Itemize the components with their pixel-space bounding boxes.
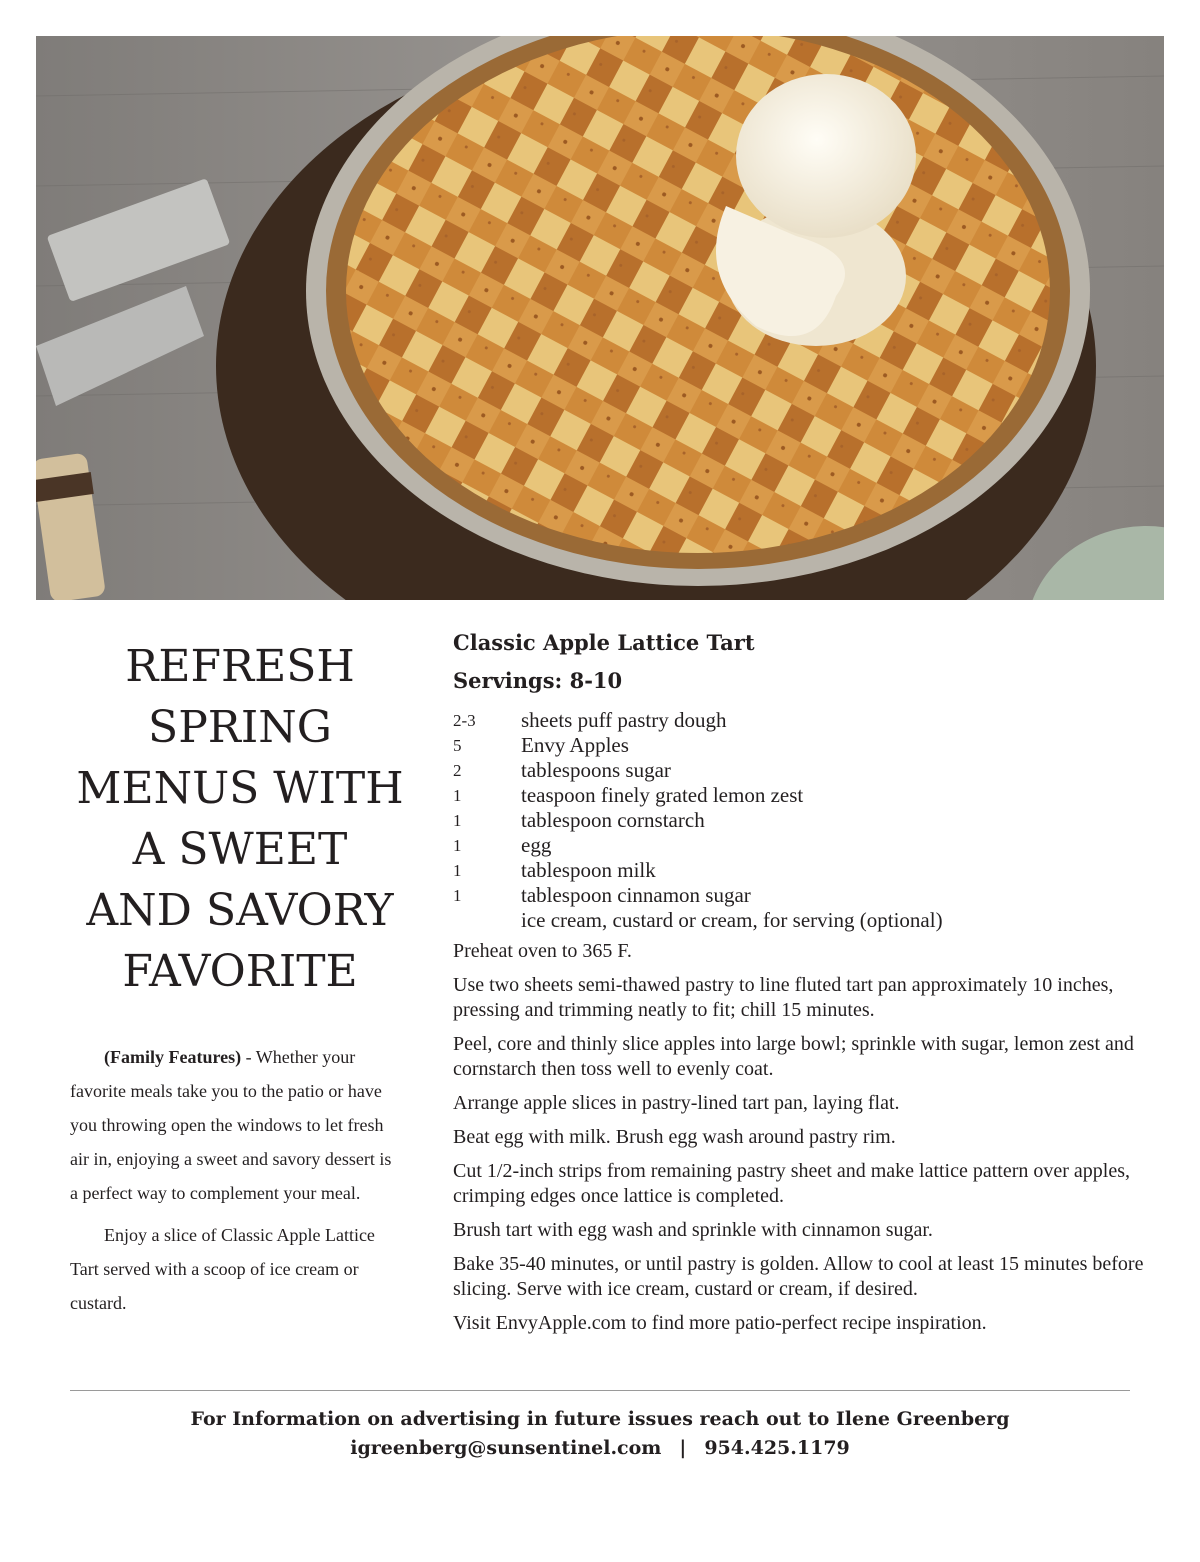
lattice-crust (346, 36, 1050, 553)
headline-line: MENUS WITH (76, 763, 404, 814)
ingredient-item: tablespoons sugar (521, 758, 671, 782)
recipe-step: Beat egg with milk. Brush egg wash around pastry rim. (453, 1126, 896, 1148)
headline-line: REFRESH (125, 641, 355, 692)
contact-phone: 954.425.1179 (704, 1437, 850, 1459)
recipe-steps (453, 939, 1153, 1336)
ingredient-list (453, 708, 1153, 933)
headline-line: A SWEET (132, 824, 348, 875)
ingredient-row (453, 808, 1153, 833)
ingredient-qty: 2-3 (453, 711, 476, 730)
ingredient-item: tablespoon cornstarch (521, 808, 705, 832)
headline (70, 636, 410, 1002)
intro-text (70, 1040, 402, 1320)
ingredient-row (453, 783, 1153, 808)
recipe-step: Arrange apple slices in pastry-lined tart pan, laying flat. (453, 1092, 900, 1114)
ingredient-qty (453, 908, 521, 933)
intro-paragraph (70, 1040, 402, 1210)
ingredient-row (453, 758, 1153, 783)
recipe-step: Brush tart with egg wash and sprinkle with cinnamon sugar. (453, 1219, 933, 1241)
footer-separator: | (679, 1437, 687, 1459)
source-credit: (Family Features) (104, 1047, 242, 1067)
recipe-step: Use two sheets semi-thawed pastry to line fluted tart pan approximately 10 inches, pressing and trimming neatly to fit; chill 15 minutes. (453, 974, 1114, 1021)
servings: Servings: 8-10 (453, 668, 623, 693)
ingredient-row (453, 908, 1153, 933)
footer-details (0, 1434, 1200, 1463)
footer-divider (70, 1390, 1130, 1391)
apple-tart-photo (36, 36, 1164, 600)
ingredient-qty: 2 (453, 761, 462, 780)
recipe-step: Preheat oven to 365 F. (453, 940, 632, 962)
intro-paragraph: Enjoy a slice of Classic Apple Lattice Tart served with a scoop of ice cream or custard. (70, 1225, 375, 1313)
ingredient-item: Envy Apples (521, 733, 629, 757)
ingredient-item: teaspoon finely grated lemon zest (521, 783, 804, 807)
ingredient-row (453, 858, 1153, 883)
ingredient-row (453, 733, 1153, 758)
recipe-step: Visit EnvyApple.com to find more patio-perfect recipe inspiration. (453, 1312, 987, 1334)
ingredient-row (453, 708, 1153, 733)
footer-contact-line: For Information on advertising in future issues reach out to Ilene Greenberg (190, 1408, 1010, 1430)
ingredient-qty: 5 (453, 736, 462, 755)
ingredient-qty: 1 (453, 886, 462, 905)
ingredient-qty: 1 (453, 836, 462, 855)
ingredient-item: tablespoon cinnamon sugar (521, 883, 751, 907)
hero-photo (36, 36, 1164, 600)
recipe (453, 626, 1153, 1345)
ingredient-qty: 1 (453, 786, 462, 805)
ingredient-row (453, 883, 1153, 908)
ingredient-item: ice cream, custard or cream, for serving (optional) (521, 908, 943, 932)
ingredient-item: tablespoon milk (521, 858, 656, 882)
ingredient-item: sheets puff pastry dough (521, 708, 727, 732)
ingredient-qty: 1 (453, 861, 462, 880)
contact-email: igreenberg@sunsentinel.com (350, 1437, 662, 1459)
recipe-step: Bake 35-40 minutes, or until pastry is golden. Allow to cool at least 15 minutes before slicing. Serve with ice cream, custard or cream, if desired. (453, 1253, 1144, 1300)
advertising-footer (0, 1405, 1200, 1463)
headline-line: FAVORITE (122, 946, 358, 997)
recipe-title: Classic Apple Lattice Tart (453, 630, 755, 655)
ingredient-qty: 1 (453, 811, 462, 830)
ingredient-item: egg (521, 833, 552, 857)
headline-line: AND SAVORY (86, 885, 394, 936)
intro-body: - Whether your favorite meals take you to the patio or have you throwing open the windows to let fresh air in, enjoying a sweet and savory dessert is a perfect way to complement your meal. (70, 1047, 392, 1203)
ingredient-row (453, 833, 1153, 858)
recipe-step: Peel, core and thinly slice apples into large bowl; sprinkle with sugar, lemon zest and cornstarch then toss well to evenly coat. (453, 1033, 1134, 1080)
headline-line: SPRING (148, 702, 332, 753)
recipe-step: Cut 1/2-inch strips from remaining pastry sheet and make lattice pattern over apples, crimping edges once lattice is completed. (453, 1160, 1131, 1207)
